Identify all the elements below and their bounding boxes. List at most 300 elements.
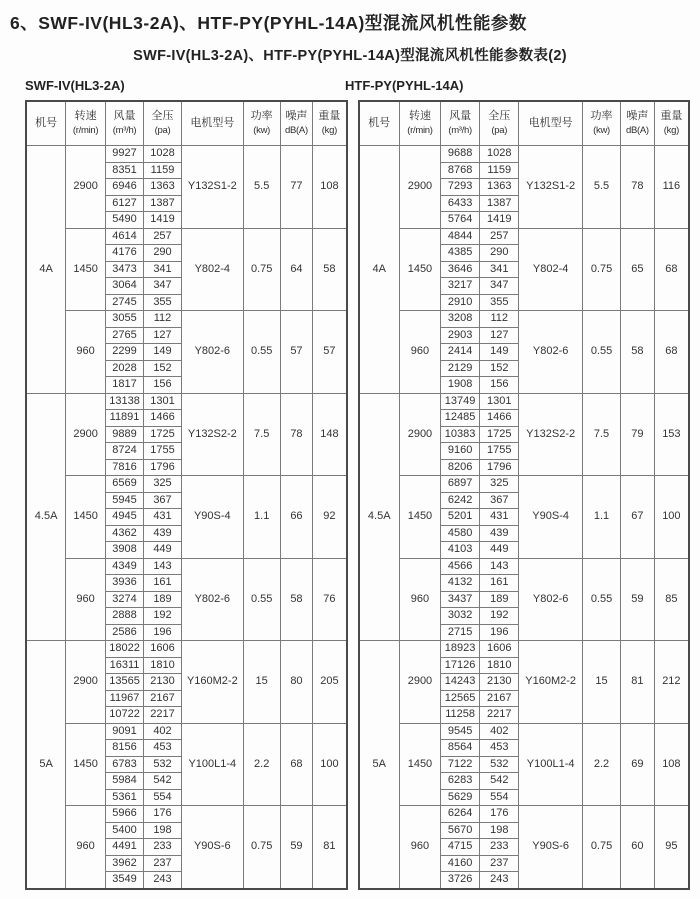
pressure-cell: 143 [144, 558, 182, 575]
flow-cell: 5966 [105, 806, 143, 823]
pressure-cell: 156 [144, 377, 182, 394]
power-cell: 5.5 [243, 146, 280, 229]
pressure-cell: 1301 [480, 393, 519, 410]
flow-cell: 6264 [440, 806, 479, 823]
pressure-cell: 1755 [480, 443, 519, 460]
table-row [359, 723, 690, 740]
weight-cell: 57 [313, 311, 347, 394]
pressure-cell: 152 [144, 360, 182, 377]
flow-cell: 18022 [105, 641, 143, 658]
pressure-cell: 237 [480, 855, 519, 872]
col-header-pressure: 全压 (pa) [144, 101, 182, 146]
flow-cell: 3032 [440, 608, 479, 625]
pressure-cell: 554 [144, 789, 182, 806]
flow-cell: 2910 [440, 294, 479, 311]
flow-cell: 14243 [440, 674, 479, 691]
flow-cell: 2715 [440, 624, 479, 641]
flow-cell: 4491 [105, 839, 143, 856]
pressure-cell: 233 [144, 839, 182, 856]
flow-cell: 9889 [105, 426, 143, 443]
flow-cell: 5361 [105, 789, 143, 806]
speed-cell: 2900 [399, 393, 440, 476]
flow-cell: 4132 [440, 575, 479, 592]
flow-cell: 7122 [440, 756, 479, 773]
pressure-cell: 367 [144, 492, 182, 509]
pressure-cell: 1419 [480, 212, 519, 229]
flow-cell: 5201 [440, 509, 479, 526]
pressure-cell: 325 [480, 476, 519, 493]
flow-cell: 11258 [440, 707, 479, 724]
pressure-cell: 453 [144, 740, 182, 757]
pressure-cell: 196 [144, 624, 182, 641]
flow-cell: 3437 [440, 591, 479, 608]
flow-cell: 5629 [440, 789, 479, 806]
model-cell: 4A [26, 146, 66, 394]
pressure-cell: 243 [480, 872, 519, 889]
motor-cell: Y132S1-2 [519, 146, 583, 229]
flow-cell: 3726 [440, 872, 479, 889]
pressure-cell: 453 [480, 740, 519, 757]
noise-cell: 57 [280, 311, 313, 394]
fan-table-body-swf [26, 146, 347, 889]
col-header-power: 功率 (kw) [243, 101, 280, 146]
pressure-cell: 2217 [480, 707, 519, 724]
noise-cell: 78 [621, 146, 655, 229]
flow-cell: 3962 [105, 855, 143, 872]
fan-table-body-htf [359, 146, 690, 889]
pressure-cell: 198 [480, 822, 519, 839]
flow-cell: 1817 [105, 377, 143, 394]
col-header-model: 机号 [359, 101, 400, 146]
pressure-cell: 325 [144, 476, 182, 493]
pressure-cell: 127 [480, 327, 519, 344]
table-row [26, 476, 347, 493]
flow-cell: 18923 [440, 641, 479, 658]
flow-cell: 5764 [440, 212, 479, 229]
model-cell: 5A [26, 641, 66, 889]
table-row [26, 641, 347, 658]
flow-cell: 2129 [440, 360, 479, 377]
model-cell: 4A [359, 146, 400, 394]
model-cell: 5A [359, 641, 400, 889]
header-row [26, 101, 347, 146]
pressure-cell: 341 [480, 261, 519, 278]
pressure-cell: 2167 [144, 690, 182, 707]
weight-cell: 58 [313, 228, 347, 311]
pressure-cell: 367 [480, 492, 519, 509]
flow-cell: 4945 [105, 509, 143, 526]
pressure-cell: 1028 [480, 146, 519, 163]
flow-cell: 5670 [440, 822, 479, 839]
flow-cell: 2299 [105, 344, 143, 361]
flow-cell: 9091 [105, 723, 143, 740]
pressure-cell: 161 [480, 575, 519, 592]
flow-cell: 2028 [105, 360, 143, 377]
weight-cell: 76 [313, 558, 347, 641]
weight-cell: 100 [654, 476, 689, 559]
pressure-cell: 532 [480, 756, 519, 773]
pressure-cell: 233 [480, 839, 519, 856]
flow-cell: 6569 [105, 476, 143, 493]
power-cell: 0.55 [243, 558, 280, 641]
flow-cell: 4160 [440, 855, 479, 872]
flow-cell: 2888 [105, 608, 143, 625]
power-cell: 0.75 [583, 228, 621, 311]
pressure-cell: 112 [480, 311, 519, 328]
model-cell: 4.5A [359, 393, 400, 641]
noise-cell: 58 [621, 311, 655, 394]
left-table-label: SWF-IV(HL3-2A) [25, 78, 125, 93]
pressure-cell: 189 [144, 591, 182, 608]
noise-cell: 60 [621, 806, 655, 889]
pressure-cell: 237 [144, 855, 182, 872]
table-row [26, 311, 347, 328]
weight-cell: 85 [654, 558, 689, 641]
pressure-cell: 355 [480, 294, 519, 311]
col-header-noise: 噪声 dB(A) [621, 101, 655, 146]
pressure-cell: 149 [480, 344, 519, 361]
pressure-cell: 1466 [480, 410, 519, 427]
flow-cell: 13749 [440, 393, 479, 410]
pressure-cell: 431 [480, 509, 519, 526]
col-header-power: 功率 (kw) [583, 101, 621, 146]
table-row [26, 806, 347, 823]
pressure-cell: 532 [144, 756, 182, 773]
pressure-cell: 1796 [144, 459, 182, 476]
flow-cell: 16311 [105, 657, 143, 674]
table-row [26, 146, 347, 163]
flow-cell: 6897 [440, 476, 479, 493]
pressure-cell: 2217 [144, 707, 182, 724]
pressure-cell: 161 [144, 575, 182, 592]
motor-cell: Y802-6 [181, 311, 243, 394]
pressure-cell: 402 [480, 723, 519, 740]
motor-cell: Y132S2-2 [181, 393, 243, 476]
pressure-cell: 176 [480, 806, 519, 823]
power-cell: 1.1 [583, 476, 621, 559]
power-cell: 2.2 [583, 723, 621, 806]
pressure-cell: 192 [480, 608, 519, 625]
flow-cell: 6946 [105, 179, 143, 196]
table-row [26, 228, 347, 245]
motor-cell: Y160M2-2 [181, 641, 243, 724]
pressure-cell: 1159 [480, 162, 519, 179]
table-header [26, 101, 347, 146]
pressure-cell: 176 [144, 806, 182, 823]
table-row [359, 311, 690, 328]
right-table-label: HTF-PY(PYHL-14A) [345, 78, 464, 93]
pressure-cell: 2130 [144, 674, 182, 691]
flow-cell: 4580 [440, 525, 479, 542]
flow-cell: 7816 [105, 459, 143, 476]
pressure-cell: 2167 [480, 690, 519, 707]
flow-cell: 2765 [105, 327, 143, 344]
noise-cell: 67 [621, 476, 655, 559]
flow-cell: 11967 [105, 690, 143, 707]
speed-cell: 960 [399, 558, 440, 641]
pressure-cell: 1028 [144, 146, 182, 163]
flow-cell: 3549 [105, 872, 143, 889]
pressure-cell: 431 [144, 509, 182, 526]
power-cell: 0.75 [243, 806, 280, 889]
flow-cell: 4566 [440, 558, 479, 575]
power-cell: 2.2 [243, 723, 280, 806]
motor-cell: Y132S1-2 [181, 146, 243, 229]
power-cell: 1.1 [243, 476, 280, 559]
motor-cell: Y132S2-2 [519, 393, 583, 476]
speed-cell: 2900 [399, 641, 440, 724]
pressure-cell: 1387 [144, 195, 182, 212]
noise-cell: 65 [621, 228, 655, 311]
pressure-cell: 1810 [144, 657, 182, 674]
noise-cell: 81 [621, 641, 655, 724]
col-header-flow: 风量 (m³/h) [440, 101, 479, 146]
flow-cell: 5945 [105, 492, 143, 509]
flow-cell: 2903 [440, 327, 479, 344]
flow-cell: 5490 [105, 212, 143, 229]
flow-cell: 4385 [440, 245, 479, 262]
table-row [359, 393, 690, 410]
speed-cell: 960 [399, 311, 440, 394]
pressure-cell: 554 [480, 789, 519, 806]
speed-cell: 2900 [66, 146, 106, 229]
noise-cell: 64 [280, 228, 313, 311]
fan-table-swf [25, 100, 348, 890]
flow-cell: 13138 [105, 393, 143, 410]
pressure-cell: 1466 [144, 410, 182, 427]
table-row [359, 228, 690, 245]
motor-cell: Y802-4 [519, 228, 583, 311]
motor-cell: Y802-4 [181, 228, 243, 311]
pressure-cell: 290 [144, 245, 182, 262]
motor-cell: Y90S-6 [181, 806, 243, 889]
noise-cell: 80 [280, 641, 313, 724]
flow-cell: 7293 [440, 179, 479, 196]
speed-cell: 960 [66, 806, 106, 889]
speed-cell: 960 [66, 311, 106, 394]
col-header-weight: 重量 (kg) [313, 101, 347, 146]
pressure-cell: 341 [144, 261, 182, 278]
motor-cell: Y802-6 [519, 558, 583, 641]
flow-cell: 12565 [440, 690, 479, 707]
weight-cell: 108 [654, 723, 689, 806]
flow-cell: 4715 [440, 839, 479, 856]
flow-cell: 8724 [105, 443, 143, 460]
pressure-cell: 1363 [144, 179, 182, 196]
pressure-cell: 189 [480, 591, 519, 608]
col-header-noise: 噪声 dB(A) [280, 101, 313, 146]
weight-cell: 148 [313, 393, 347, 476]
flow-cell: 4349 [105, 558, 143, 575]
page-subtitle: SWF-IV(HL3-2A)、HTF-PY(PYHL-14A)型混流风机性能参数表(2) [133, 48, 567, 64]
table-row [26, 393, 347, 410]
weight-cell: 108 [313, 146, 347, 229]
weight-cell: 68 [654, 311, 689, 394]
noise-cell: 59 [621, 558, 655, 641]
pressure-cell: 149 [144, 344, 182, 361]
speed-cell: 1450 [399, 476, 440, 559]
speed-cell: 1450 [399, 228, 440, 311]
col-header-motor: 电机型号 [519, 101, 583, 146]
flow-cell: 5984 [105, 773, 143, 790]
power-cell: 7.5 [583, 393, 621, 476]
pressure-cell: 127 [144, 327, 182, 344]
flow-cell: 3274 [105, 591, 143, 608]
motor-cell: Y90S-4 [181, 476, 243, 559]
flow-cell: 8564 [440, 740, 479, 757]
table-row [359, 146, 690, 163]
pressure-cell: 198 [144, 822, 182, 839]
motor-cell: Y90S-4 [519, 476, 583, 559]
flow-cell: 3064 [105, 278, 143, 295]
table-header [359, 101, 690, 146]
pressure-cell: 152 [480, 360, 519, 377]
flow-cell: 17126 [440, 657, 479, 674]
weight-cell: 116 [654, 146, 689, 229]
flow-cell: 3473 [105, 261, 143, 278]
pressure-cell: 355 [144, 294, 182, 311]
table-row [359, 558, 690, 575]
pressure-cell: 439 [144, 525, 182, 542]
weight-cell: 92 [313, 476, 347, 559]
power-cell: 15 [243, 641, 280, 724]
weight-cell: 205 [313, 641, 347, 724]
power-cell: 0.75 [243, 228, 280, 311]
flow-cell: 9160 [440, 443, 479, 460]
pressure-cell: 196 [480, 624, 519, 641]
flow-cell: 6433 [440, 195, 479, 212]
flow-cell: 4362 [105, 525, 143, 542]
flow-cell: 3646 [440, 261, 479, 278]
pressure-cell: 1363 [480, 179, 519, 196]
pressure-cell: 1606 [144, 641, 182, 658]
col-header-speed: 转速 (r/min) [399, 101, 440, 146]
flow-cell: 5400 [105, 822, 143, 839]
power-cell: 5.5 [583, 146, 621, 229]
pressure-cell: 257 [144, 228, 182, 245]
pressure-cell: 257 [480, 228, 519, 245]
noise-cell: 59 [280, 806, 313, 889]
pressure-cell: 156 [480, 377, 519, 394]
pressure-cell: 1419 [144, 212, 182, 229]
pressure-cell: 290 [480, 245, 519, 262]
pressure-cell: 542 [144, 773, 182, 790]
col-header-speed: 转速 (r/min) [66, 101, 106, 146]
table-labels-row [10, 78, 690, 93]
flow-cell: 2745 [105, 294, 143, 311]
table-row [26, 723, 347, 740]
flow-cell: 8206 [440, 459, 479, 476]
header-row [359, 101, 690, 146]
pressure-cell: 1301 [144, 393, 182, 410]
speed-cell: 1450 [399, 723, 440, 806]
weight-cell: 212 [654, 641, 689, 724]
flow-cell: 3055 [105, 311, 143, 328]
flow-cell: 11891 [105, 410, 143, 427]
pressure-cell: 243 [144, 872, 182, 889]
pressure-cell: 542 [480, 773, 519, 790]
flow-cell: 3936 [105, 575, 143, 592]
flow-cell: 1908 [440, 377, 479, 394]
noise-cell: 78 [280, 393, 313, 476]
pressure-cell: 192 [144, 608, 182, 625]
col-header-model: 机号 [26, 101, 66, 146]
weight-cell: 153 [654, 393, 689, 476]
noise-cell: 77 [280, 146, 313, 229]
flow-cell: 8768 [440, 162, 479, 179]
flow-cell: 6783 [105, 756, 143, 773]
motor-cell: Y802-6 [181, 558, 243, 641]
pressure-cell: 1725 [480, 426, 519, 443]
table-row [359, 806, 690, 823]
flow-cell: 9688 [440, 146, 479, 163]
motor-cell: Y802-6 [519, 311, 583, 394]
col-header-flow: 风量 (m³/h) [105, 101, 143, 146]
power-cell: 7.5 [243, 393, 280, 476]
flow-cell: 8351 [105, 162, 143, 179]
flow-cell: 6127 [105, 195, 143, 212]
pressure-cell: 347 [144, 278, 182, 295]
weight-cell: 95 [654, 806, 689, 889]
pressure-cell: 143 [480, 558, 519, 575]
speed-cell: 1450 [66, 228, 106, 311]
pressure-cell: 1387 [480, 195, 519, 212]
weight-cell: 68 [654, 228, 689, 311]
motor-cell: Y160M2-2 [519, 641, 583, 724]
flow-cell: 3908 [105, 542, 143, 559]
model-cell: 4.5A [26, 393, 66, 641]
power-cell: 0.55 [583, 558, 621, 641]
speed-cell: 960 [66, 558, 106, 641]
pressure-cell: 1755 [144, 443, 182, 460]
flow-cell: 4176 [105, 245, 143, 262]
speed-cell: 960 [399, 806, 440, 889]
fan-table-htf [358, 100, 691, 890]
flow-cell: 4103 [440, 542, 479, 559]
noise-cell: 69 [621, 723, 655, 806]
pressure-cell: 347 [480, 278, 519, 295]
flow-cell: 6283 [440, 773, 479, 790]
pressure-cell: 449 [480, 542, 519, 559]
pressure-cell: 439 [480, 525, 519, 542]
flow-cell: 2414 [440, 344, 479, 361]
flow-cell: 3208 [440, 311, 479, 328]
flow-cell: 9927 [105, 146, 143, 163]
flow-cell: 9545 [440, 723, 479, 740]
table-row [359, 641, 690, 658]
table-row [359, 476, 690, 493]
flow-cell: 4614 [105, 228, 143, 245]
flow-cell: 6242 [440, 492, 479, 509]
pressure-cell: 2130 [480, 674, 519, 691]
pressure-cell: 402 [144, 723, 182, 740]
noise-cell: 68 [280, 723, 313, 806]
page-title: 6、SWF-IV(HL3-2A)、HTF-PY(PYHL-14A)型混流风机性能参数 [10, 13, 527, 33]
pressure-cell: 1725 [144, 426, 182, 443]
flow-cell: 10383 [440, 426, 479, 443]
pressure-cell: 1159 [144, 162, 182, 179]
pressure-cell: 1796 [480, 459, 519, 476]
flow-cell: 12485 [440, 410, 479, 427]
speed-cell: 2900 [66, 641, 106, 724]
noise-cell: 58 [280, 558, 313, 641]
power-cell: 0.55 [243, 311, 280, 394]
pressure-cell: 112 [144, 311, 182, 328]
col-header-weight: 重量 (kg) [654, 101, 689, 146]
motor-cell: Y100L1-4 [181, 723, 243, 806]
flow-cell: 4844 [440, 228, 479, 245]
power-cell: 15 [583, 641, 621, 724]
